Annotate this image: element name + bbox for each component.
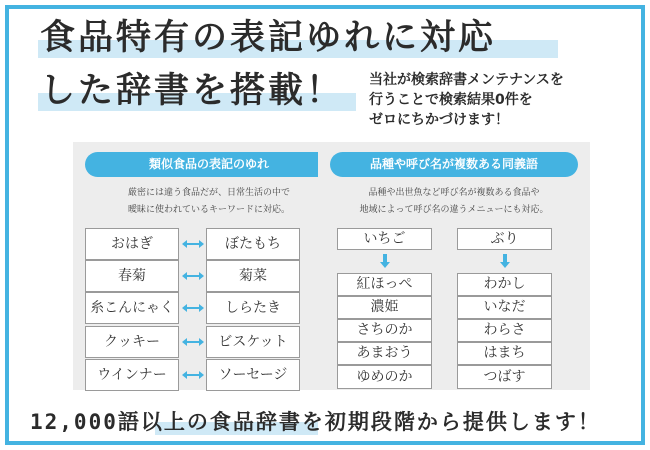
synonym-item-cell: わらさ (457, 319, 552, 342)
synonym-item-cell: あまおう (337, 342, 432, 365)
synonym-item-cell: 紅ほっぺ (337, 273, 432, 296)
double-arrow-icon (182, 338, 204, 346)
double-arrow-icon (182, 240, 204, 248)
synonyms-title: 品種や呼び名が複数ある同義語 (330, 152, 578, 177)
pair-left-cell: クッキー (85, 326, 179, 358)
down-arrow-icon (500, 254, 510, 268)
pair-left-cell: ウインナー (85, 359, 179, 391)
synonyms-description (318, 185, 590, 219)
synonym-head-cell: ぶり (457, 228, 552, 250)
synonym-item-cell: わかし (457, 273, 552, 296)
lede-line-2: 行うことで検索結果0件を (369, 92, 533, 108)
synonym-item-cell: 濃姫 (337, 296, 432, 319)
synonym-item-cell: いなだ (457, 296, 552, 319)
headline-line-1: 食品特有の表記ゆれに対応 (40, 18, 497, 58)
footer-text: 語以上の食品辞書を初期段階から提供します！ (117, 410, 601, 434)
similar-foods-desc-line-2: 曖昧に使われているキーワードに対応。 (127, 205, 290, 215)
lede-text (369, 70, 564, 130)
footer-number: 12,000 (30, 410, 118, 434)
down-arrow-icon (380, 254, 390, 268)
pair-left-cell: 春菊 (85, 260, 179, 292)
synonym-item-cell: つばす (457, 365, 552, 389)
lede-line-3: ゼロにちかづけます！ (369, 112, 509, 128)
double-arrow-icon (182, 304, 204, 312)
synonym-head-cell: いちご (337, 228, 432, 250)
footer-statement (30, 407, 601, 437)
pair-right-cell: ぼたもち (206, 228, 300, 260)
pair-right-cell: しらたき (206, 292, 300, 324)
double-arrow-icon (182, 371, 204, 379)
similar-foods-desc-line-1: 厳密には違う食品だが、日常生活の中で (127, 188, 290, 198)
lede-line-1: 当社が検索辞書メンテナンスを (369, 72, 564, 88)
double-arrow-icon (182, 272, 204, 280)
synonyms-desc-line-1: 品種や出世魚など呼び名が複数ある食品や (368, 188, 540, 198)
synonym-item-cell: さちのか (337, 319, 432, 342)
pair-right-cell: ソーセージ (206, 359, 300, 391)
synonym-item-cell: ゆめのか (337, 365, 432, 389)
synonym-item-cell: はまち (457, 342, 552, 365)
synonyms-desc-line-2: 地域によって呼び名の違うメニューにも対応。 (359, 205, 549, 215)
pair-left-cell: おはぎ (85, 228, 179, 260)
pair-right-cell: ビスケット (206, 326, 300, 358)
similar-foods-title: 類似食品の表記のゆれ (85, 152, 333, 177)
similar-foods-description (73, 185, 345, 219)
pair-left-cell: 糸こんにゃく (85, 292, 179, 324)
pair-right-cell: 菊菜 (206, 260, 300, 292)
headline-line-2: した辞書を搭載！ (40, 71, 345, 111)
